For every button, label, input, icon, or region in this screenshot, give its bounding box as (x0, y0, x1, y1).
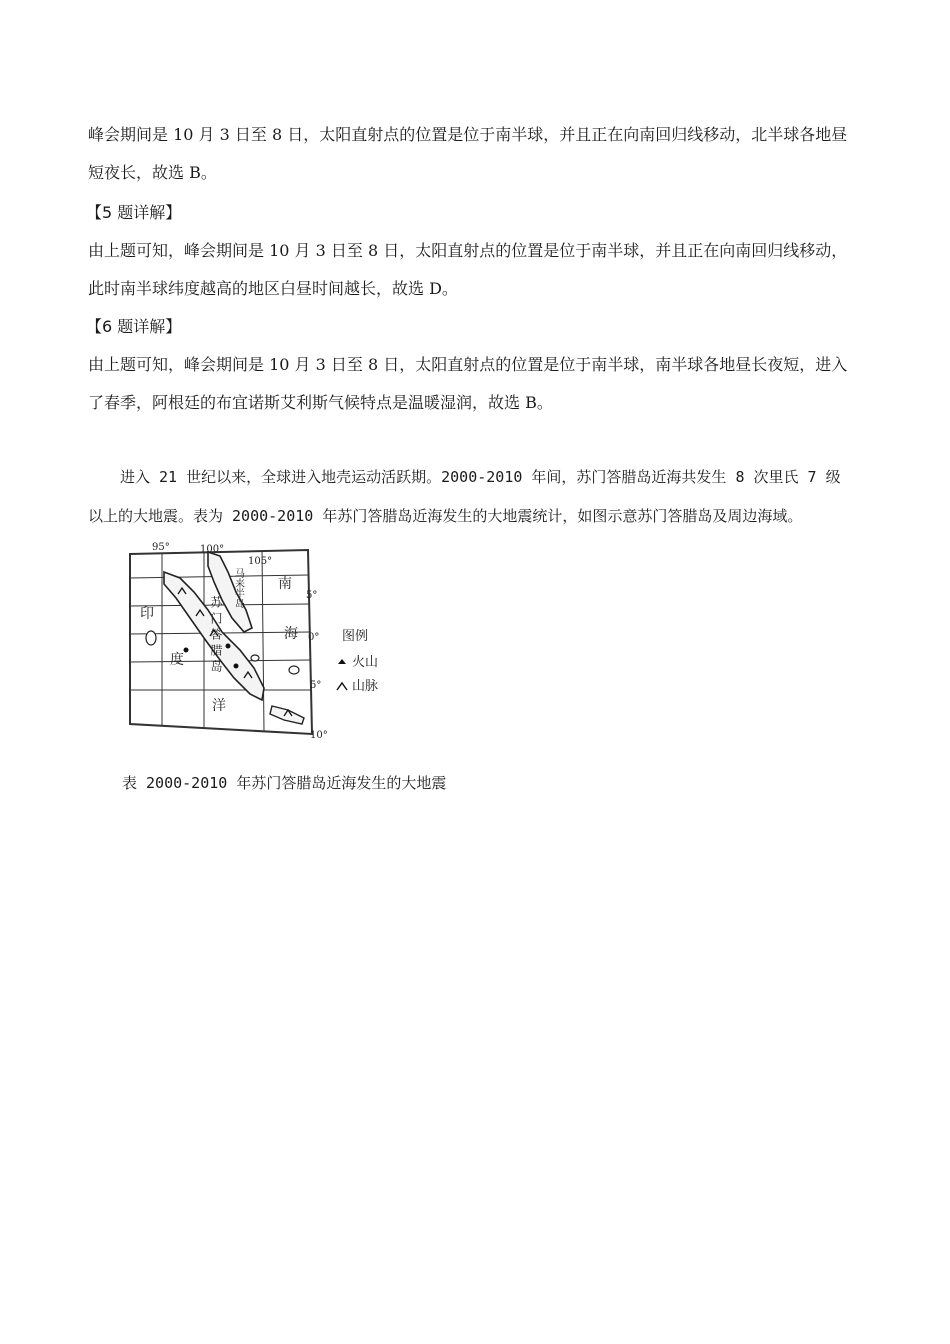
java-island-shape (270, 706, 304, 724)
label-hai: 海 (284, 626, 298, 642)
lat-5n-label: 5° (306, 590, 318, 601)
label-du: 度 (170, 652, 184, 668)
small-island (251, 655, 259, 661)
q5-heading: 【5 题详解】 (86, 203, 182, 222)
q6-line-1: 由上题可知，峰会期间是 10 月 3 日至 8 日，太阳直射点的位置是位于南半球，南半球各地昼长夜短，进入 (88, 355, 848, 374)
answer4-line-1: 峰会期间是 10 月 3 日至 8 日，太阳直射点的位置是位于南半球，并且正在向南回归线移动，北半球各地昼 (88, 125, 848, 144)
lat-5s-label: 5° (310, 680, 322, 691)
volcano-legend-icon (338, 659, 346, 664)
mountain-legend-icon (337, 683, 347, 690)
intro-line-2: 以上的大地震。表为 2000-2010 年苏门答腊岛近海发生的大地震统计，如图示意苏门答腊岛及周边海域。 (88, 507, 803, 525)
table-caption: 表 2000-2010 年苏门答腊岛近海发生的大地震 (122, 774, 447, 792)
answer4-line-2: 短夜长，故选 B。 (88, 163, 217, 182)
label-malay-peninsula: 马来半岛 (232, 568, 244, 608)
lon-100-label: 100° (200, 544, 225, 555)
label-yang: 洋 (212, 698, 226, 714)
legend-mountain-label: 山脉 (352, 679, 379, 694)
label-nan: 南 (278, 576, 292, 592)
q5-line-2: 此时南半球纬度越高的地区白昼时间越长，故选 D。 (88, 279, 458, 298)
q6-heading: 【6 题详解】 (86, 317, 182, 336)
label-yin: 印 (140, 606, 154, 622)
intro-line-1: 进入 21 世纪以来，全球进入地壳运动活跃期。2000-2010 年间，苏门答腊岛近海共发生 8 次里氏 7 级 (120, 468, 841, 486)
small-island (289, 666, 299, 674)
lon-105-label: 105° (248, 556, 273, 567)
legend-title: 图例 (342, 629, 369, 644)
lon-95-label: 95° (152, 542, 170, 553)
q6-line-2: 了春季，阿根廷的布宜诺斯艾利斯气候特点是温暖湿润，故选 B。 (88, 393, 553, 412)
legend-volcano-label: 火山 (352, 655, 379, 670)
small-island (146, 631, 156, 645)
lat-10s-label: 10° (310, 730, 328, 741)
sumatra-map (124, 538, 394, 748)
label-sumatra: 苏门答腊岛 (209, 596, 223, 676)
q5-line-1: 由上题可知，峰会期间是 10 月 3 日至 8 日，太阳直射点的位置是位于南半球，并且正在向南回归线移动， (88, 241, 848, 260)
lat-0-label: 0° (308, 632, 320, 643)
